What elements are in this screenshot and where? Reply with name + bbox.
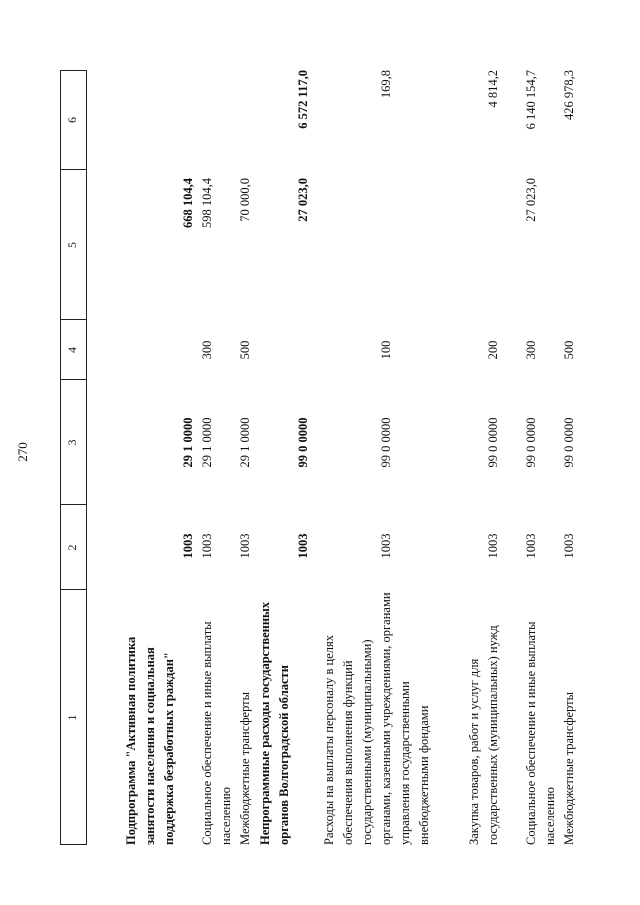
column-header-1: 1 xyxy=(65,714,79,721)
row-amount-6: 6 572 117,0 xyxy=(296,70,310,129)
row-section-code: 1003 xyxy=(379,533,393,559)
row-name: Непрограммные расходы государственных органов Волгоградской области xyxy=(258,601,291,845)
column-header-2: 2 xyxy=(65,544,79,551)
row-name: Закупка товаров, работ и услуг для государственных (муниципальных) нужд xyxy=(467,625,500,845)
row-expense-type: 200 xyxy=(486,340,500,360)
row-target-code: 99 0 0000 xyxy=(379,417,393,468)
row-section-code: 1003 xyxy=(200,533,214,559)
row-name: Социальное обеспечение и иные выплаты населению xyxy=(200,621,233,845)
row-amount-5: 27 023,0 xyxy=(296,178,310,222)
row-section-code: 1003 xyxy=(238,533,252,559)
row-amount-6: 6 140 154,7 xyxy=(524,70,538,130)
row-amount-5: 27 023,0 xyxy=(524,178,538,222)
row-amount-6: 426 978,3 xyxy=(562,70,576,120)
row-target-code: 99 0 0000 xyxy=(296,417,310,468)
row-amount-5: 668 104,4 xyxy=(181,178,195,228)
row-section-code: 1003 xyxy=(181,533,195,559)
row-target-code: 99 0 0000 xyxy=(524,417,538,468)
row-name: Межбюджетные трансферты xyxy=(238,691,252,845)
row-section-code: 1003 xyxy=(486,533,500,559)
budget-table xyxy=(60,70,615,845)
row-name: Расходы на выплаты персоналу в целях обеспечения выполнения функций государственными (муниципальными) органами, казенными учреждениями, органами управления государственными внебюджетными фондами xyxy=(322,592,431,845)
row-section-code: 1003 xyxy=(562,533,576,559)
row-name: Социальное обеспечение и иные выплаты населению xyxy=(524,621,557,845)
row-expense-type: 300 xyxy=(200,340,214,360)
row-target-code: 29 1 0000 xyxy=(238,417,252,468)
header-top-rule xyxy=(60,70,61,845)
row-amount-5: 70 000,0 xyxy=(238,178,252,222)
row-section-code: 1003 xyxy=(524,533,538,559)
page-number: 270 xyxy=(15,442,30,462)
column-header-5: 5 xyxy=(65,242,79,248)
row-target-code: 29 1 0000 xyxy=(181,417,195,468)
column-header-3: 3 xyxy=(65,439,79,446)
row-target-code: 29 1 0000 xyxy=(200,417,214,468)
row-expense-type: 500 xyxy=(562,340,576,360)
row-amount-6: 169,8 xyxy=(379,70,393,99)
column-header-4: 4 xyxy=(65,347,79,353)
row-expense-type: 100 xyxy=(379,340,393,360)
row-target-code: 99 0 0000 xyxy=(486,417,500,468)
row-amount-5: 598 104,4 xyxy=(200,178,214,228)
row-name: Подпрограмма "Активная политика занятости населения и социальная поддержка безработных граждан" xyxy=(124,636,176,845)
row-section-code: 1003 xyxy=(296,533,310,559)
row-target-code: 99 0 0000 xyxy=(562,417,576,468)
row-name: Межбюджетные трансферты xyxy=(562,691,576,845)
header-bottom-rule xyxy=(86,70,87,845)
row-amount-6: 4 814,2 xyxy=(486,70,500,108)
row-expense-type: 300 xyxy=(524,340,538,360)
column-header-6: 6 xyxy=(65,117,79,123)
row-expense-type: 500 xyxy=(238,340,252,360)
